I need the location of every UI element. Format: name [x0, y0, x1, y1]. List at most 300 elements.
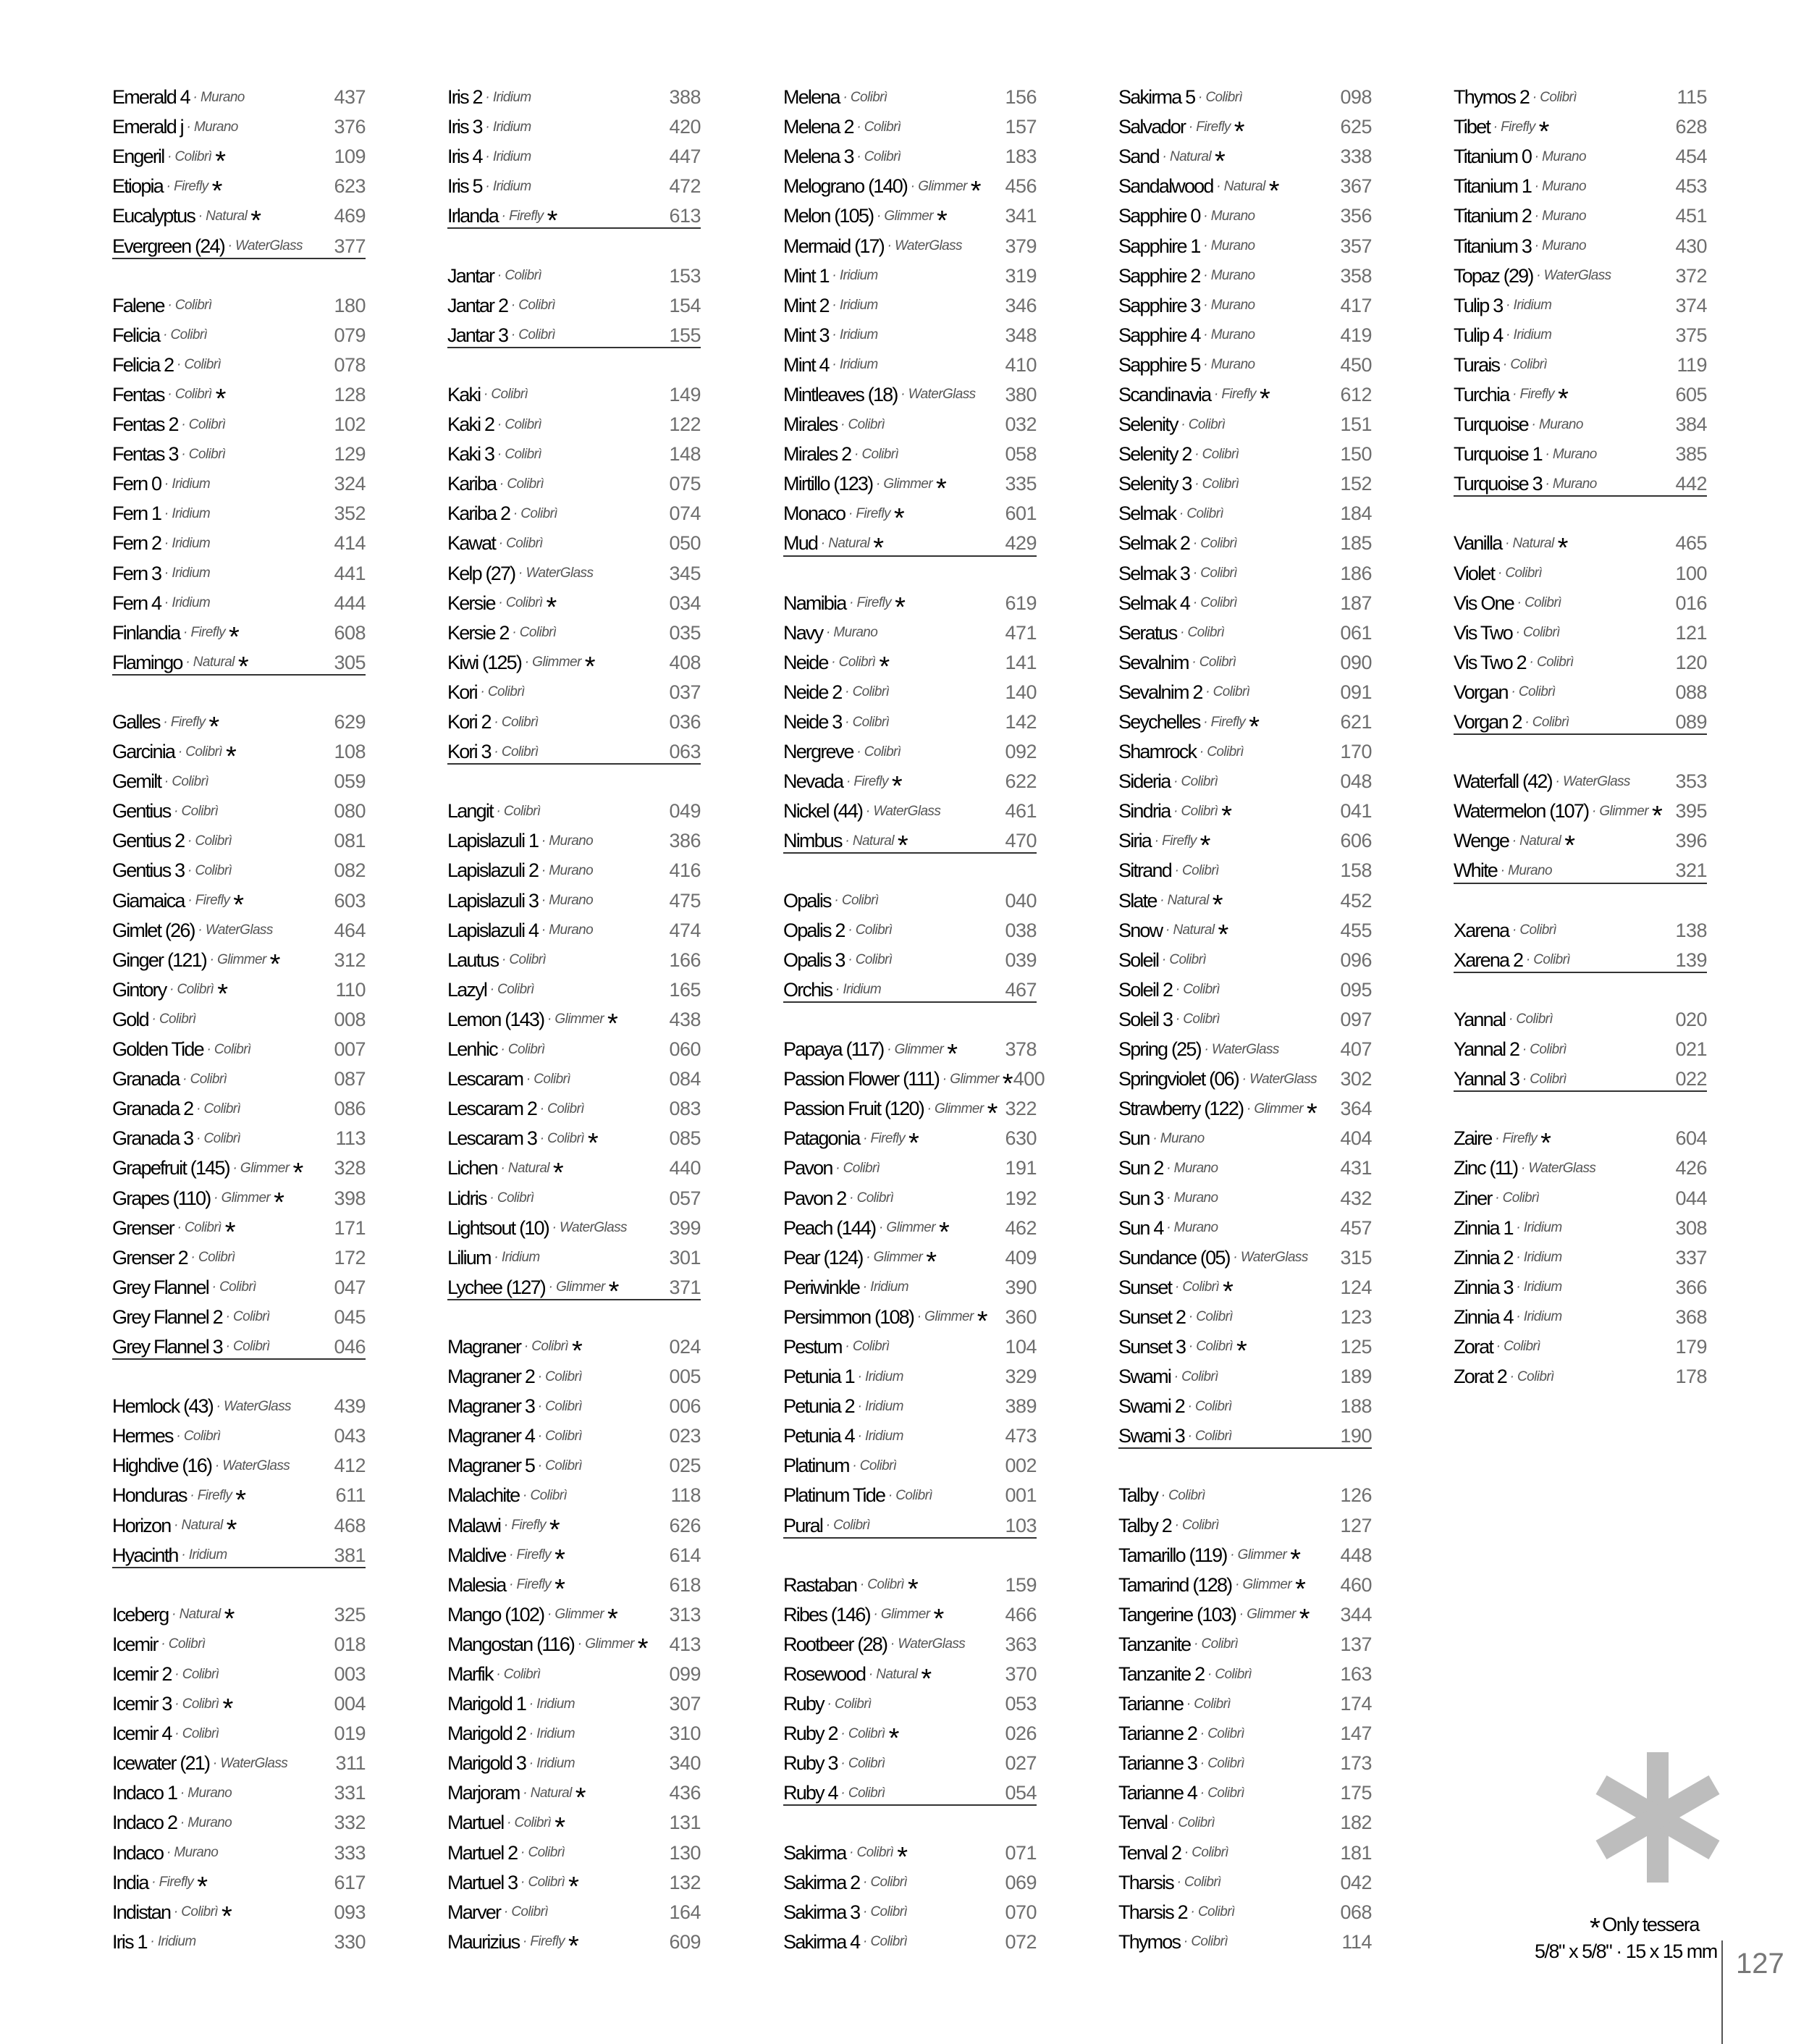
separator: ·	[1158, 148, 1170, 164]
list-item	[112, 1749, 366, 1778]
list-item	[447, 946, 701, 975]
color-name: Selmak 2	[1118, 532, 1190, 555]
list-item	[447, 1005, 701, 1040]
series-name: Natural	[179, 1607, 221, 1623]
legend-only-tessera	[1590, 1907, 1699, 1943]
star-icon: *	[936, 473, 947, 504]
color-name: Malawi	[447, 1514, 501, 1536]
series-name: Firefly	[870, 1130, 906, 1146]
section-divider	[447, 767, 701, 796]
separator: ·	[1172, 982, 1184, 998]
list-item	[1118, 112, 1372, 147]
series-name: Colibrì	[1532, 714, 1569, 730]
series-name: WaterGlass	[1240, 1250, 1308, 1266]
series-name: Colibrì	[503, 803, 541, 819]
list-item	[1454, 410, 1707, 439]
separator: ·	[212, 1398, 224, 1414]
color-code: 311	[335, 1752, 366, 1775]
color-code: 328	[334, 1157, 366, 1179]
star-icon: *	[269, 949, 281, 980]
star-icon: *	[1199, 830, 1211, 861]
color-name: Gold	[112, 1008, 148, 1030]
separator: ·	[1541, 446, 1553, 462]
list-item	[447, 1511, 701, 1546]
separator: ·	[222, 1309, 233, 1325]
list-item	[112, 410, 366, 439]
separator: ·	[1512, 1220, 1524, 1236]
color-name: Sunset 2	[1118, 1305, 1186, 1328]
separator: ·	[1156, 893, 1168, 909]
color-code: 170	[1340, 741, 1372, 763]
star-icon: *	[1223, 1277, 1234, 1308]
color-code: 468	[334, 1514, 366, 1536]
color-code: 630	[1005, 1127, 1037, 1150]
list-item	[1118, 142, 1372, 177]
separator: ·	[203, 1041, 214, 1057]
separator: ·	[536, 1130, 548, 1146]
list-item	[1454, 112, 1707, 147]
list-item	[783, 1511, 1037, 1541]
color-code: 171	[334, 1216, 366, 1239]
color-name: Granada 2	[112, 1098, 193, 1120]
series-name: Colibrì	[168, 1636, 206, 1652]
separator: ·	[500, 1904, 512, 1920]
separator: ·	[1511, 625, 1524, 641]
list-item	[112, 589, 366, 618]
color-name: Magraner 4	[447, 1425, 535, 1447]
series-name: Iridium	[839, 357, 878, 373]
separator: ·	[839, 89, 851, 105]
color-code: 363	[1005, 1633, 1037, 1655]
list-item	[112, 1541, 366, 1570]
list-item	[447, 1749, 701, 1778]
series-name: Colibrì	[195, 833, 232, 849]
color-code: 034	[669, 592, 701, 614]
series-name: Colibrì	[497, 982, 534, 998]
series-name: Colibrì	[190, 1071, 227, 1087]
series-name: Colibrì	[545, 1368, 582, 1384]
series-name: Firefly	[511, 1518, 546, 1534]
color-name: Wenge	[1454, 830, 1509, 852]
list-item	[783, 1481, 1037, 1510]
color-code: 357	[1340, 235, 1372, 257]
color-code: 470	[1005, 830, 1037, 852]
color-name: Seratus	[1118, 621, 1177, 644]
separator: ·	[1191, 446, 1202, 462]
star-icon: *	[575, 1782, 586, 1813]
list-item	[112, 559, 366, 589]
legend-text: Only tessera	[1602, 1914, 1699, 1935]
series-name: Colibrì	[170, 327, 208, 343]
list-item	[112, 1630, 366, 1660]
star-icon: *	[224, 1217, 236, 1248]
color-name: Zinc (11)	[1454, 1157, 1518, 1179]
color-code: 319	[1005, 264, 1037, 287]
separator: ·	[1197, 1755, 1208, 1771]
list-item	[112, 946, 366, 980]
color-code: 358	[1340, 264, 1372, 287]
star-icon: *	[233, 890, 245, 921]
list-item	[783, 1927, 1037, 1957]
separator: ·	[887, 1636, 898, 1652]
color-name: Snow	[1118, 919, 1163, 941]
page-divider	[1721, 1940, 1723, 2044]
separator: ·	[497, 208, 510, 224]
list-item	[1454, 826, 1707, 861]
color-code: 119	[1677, 353, 1707, 376]
color-code: 075	[669, 473, 701, 495]
color-code: 625	[1340, 116, 1372, 138]
series-name: Firefly	[516, 1577, 552, 1593]
color-code: 444	[334, 592, 366, 614]
series-name: Colibrì	[505, 416, 542, 432]
list-item	[447, 291, 701, 321]
star-icon: *	[936, 205, 948, 236]
series-name: Natural	[181, 1518, 223, 1534]
list-item	[447, 1124, 701, 1158]
series-name: Murano	[1160, 1130, 1205, 1146]
color-name: Honduras	[112, 1484, 187, 1507]
list-item	[447, 1451, 701, 1481]
separator: ·	[1190, 1636, 1202, 1652]
series-name: Glimmer	[950, 1071, 999, 1087]
list-item	[1118, 886, 1372, 921]
color-name: Nergreve	[783, 741, 853, 763]
star-icon: *	[897, 1842, 908, 1873]
color-code: 109	[334, 146, 366, 168]
color-name: Tharsis	[1118, 1871, 1173, 1893]
color-code: 181	[1340, 1841, 1372, 1864]
color-name: Rastaban	[783, 1573, 857, 1596]
list-item	[447, 469, 701, 499]
series-name: Murano	[187, 1785, 232, 1801]
series-name: Colibrì	[1169, 952, 1207, 968]
series-name: Natural	[507, 1160, 549, 1176]
separator: ·	[883, 1041, 895, 1057]
series-name: Colibrì	[1168, 1487, 1205, 1503]
color-name: Tharsis 2	[1118, 1901, 1187, 1923]
color-name: Petunia 2	[783, 1395, 854, 1418]
series-name: Colibrì	[1186, 505, 1224, 521]
list-item	[447, 707, 701, 737]
list-item	[783, 1124, 1037, 1158]
color-name: Magraner 2	[447, 1366, 535, 1388]
color-code: 432	[1340, 1187, 1372, 1209]
list-item	[1118, 380, 1372, 415]
color-code: 474	[669, 919, 701, 941]
list-item	[783, 112, 1037, 142]
color-code: 307	[669, 1693, 701, 1715]
series-name: Colibrì	[203, 1101, 241, 1116]
separator: ·	[859, 1934, 871, 1950]
separator: ·	[883, 238, 895, 254]
color-code: 313	[669, 1603, 701, 1625]
series-name: Iridium	[188, 1547, 227, 1563]
separator: ·	[1507, 684, 1519, 700]
color-code: 174	[1340, 1693, 1372, 1715]
separator: ·	[1171, 1518, 1183, 1534]
list-item	[447, 1035, 701, 1064]
star-icon: *	[1651, 800, 1663, 831]
separator: ·	[164, 387, 175, 403]
series-name: Iridium	[839, 298, 878, 314]
list-item	[1454, 796, 1707, 831]
list-item	[447, 975, 701, 1005]
separator: ·	[853, 119, 864, 135]
separator: ·	[1243, 1101, 1255, 1116]
color-code: 110	[335, 978, 366, 1001]
star-icon: *	[1234, 116, 1245, 147]
separator: ·	[1170, 803, 1181, 819]
separator: ·	[1181, 1845, 1192, 1861]
color-name: Zinnia 4	[1454, 1305, 1513, 1328]
star-icon: *	[571, 1336, 583, 1367]
separator: ·	[519, 1934, 531, 1950]
series-name: Natural	[1169, 148, 1212, 164]
list-item	[447, 856, 701, 886]
color-name: Pural	[783, 1514, 823, 1536]
color-name: Fern 3	[112, 562, 161, 584]
color-code: 305	[334, 651, 366, 673]
color-code: 123	[1340, 1305, 1372, 1328]
series-name: Colibrì	[848, 1785, 885, 1801]
series-name: Colibrì	[1196, 1339, 1233, 1355]
separator: ·	[194, 922, 206, 938]
list-item	[1118, 1005, 1372, 1035]
color-code: 057	[669, 1187, 701, 1209]
list-item	[447, 618, 701, 648]
color-code: 059	[334, 770, 366, 793]
color-name: Sitrand	[1118, 859, 1171, 882]
separator: ·	[171, 1725, 182, 1741]
color-code: 163	[1340, 1663, 1372, 1686]
color-name: Tanzanite 2	[1118, 1663, 1205, 1686]
series-name: Colibrì	[870, 1875, 908, 1891]
separator: ·	[534, 1368, 546, 1384]
color-code: 084	[669, 1068, 701, 1090]
color-code: 078	[334, 353, 366, 376]
series-name: Colibrì	[852, 714, 890, 730]
color-code: 312	[334, 949, 366, 971]
list-item	[1118, 1332, 1372, 1367]
star-icon: *	[893, 502, 905, 534]
color-name: Kelp (27)	[447, 562, 515, 584]
list-item	[112, 231, 366, 261]
color-code: 467	[1005, 978, 1037, 1001]
color-name: Giamaica	[112, 889, 185, 912]
color-name: Sun 4	[1118, 1216, 1163, 1239]
color-name: Kersie 2	[447, 621, 509, 644]
color-code: 054	[1005, 1782, 1037, 1804]
color-name: Sevalnim 2	[1118, 681, 1202, 703]
series-name: Colibrì	[1207, 1725, 1244, 1741]
list-item	[1118, 201, 1372, 231]
separator: ·	[859, 1904, 871, 1920]
color-name: Sapphire 1	[1118, 235, 1200, 257]
color-code: 061	[1340, 621, 1372, 644]
separator: ·	[168, 1607, 180, 1623]
list-item	[112, 469, 366, 499]
series-name: Murano	[1542, 238, 1586, 254]
separator: ·	[182, 655, 193, 670]
series-name: Colibrì	[487, 684, 525, 700]
star-icon: *	[888, 1723, 900, 1754]
color-name: Iceberg	[112, 1603, 169, 1625]
color-code: 126	[1340, 1484, 1372, 1507]
color-name: Yannal 2	[1454, 1038, 1519, 1061]
list-item	[783, 380, 1037, 410]
series-name: Murano	[1210, 298, 1255, 314]
separator: ·	[1499, 357, 1511, 373]
series-name: Colibrì	[1200, 595, 1237, 611]
series-name: WaterGlass	[895, 238, 962, 254]
star-icon: *	[908, 1574, 919, 1605]
separator: ·	[1229, 1250, 1241, 1266]
separator: ·	[523, 1071, 534, 1087]
separator: ·	[1162, 922, 1173, 938]
series-name: Colibrì	[848, 1755, 885, 1771]
series-name: Murano	[200, 89, 245, 105]
series-name: Firefly	[1210, 714, 1246, 730]
separator: ·	[182, 119, 194, 135]
color-name: Selenity	[1118, 413, 1178, 436]
series-name: Firefly	[159, 1875, 194, 1891]
color-code: 032	[1005, 413, 1037, 436]
separator: ·	[157, 1636, 169, 1652]
series-name: Colibrì	[518, 298, 555, 314]
separator: ·	[172, 1428, 184, 1444]
list-item	[112, 291, 366, 321]
separator: ·	[481, 178, 493, 194]
series-name: Colibrì	[1207, 744, 1244, 760]
list-item	[112, 350, 366, 380]
separator: ·	[170, 1904, 182, 1920]
list-item	[1118, 1689, 1372, 1719]
color-name: Kariba 2	[447, 502, 510, 525]
color-name: Neide 3	[783, 711, 842, 733]
color-name: Kiwi (125)	[447, 651, 522, 673]
star-icon: *	[222, 1693, 234, 1724]
color-code: 003	[334, 1663, 366, 1686]
color-code: 417	[1340, 294, 1372, 316]
separator: ·	[873, 208, 885, 224]
color-name: Opalis 2	[783, 919, 845, 941]
series-name: WaterGlass	[1528, 1160, 1596, 1176]
color-code: 626	[669, 1514, 701, 1536]
list-item	[112, 142, 366, 177]
color-code: 622	[1005, 770, 1037, 793]
list-item	[112, 172, 366, 206]
list-item	[1454, 83, 1707, 112]
series-name: Colibrì	[1192, 1845, 1228, 1861]
separator: ·	[914, 1309, 925, 1325]
separator: ·	[1517, 1160, 1529, 1176]
list-item	[112, 1927, 366, 1957]
list-item	[112, 1808, 366, 1838]
color-name: Thymos	[1118, 1930, 1181, 1953]
series-name: Colibrì	[1205, 89, 1243, 105]
list-item	[1118, 291, 1372, 321]
list-item	[447, 499, 701, 529]
separator: ·	[494, 268, 505, 284]
separator: ·	[1226, 1547, 1238, 1563]
color-name: Gentius	[112, 800, 171, 823]
separator: ·	[494, 446, 505, 462]
color-name: Emerald j	[112, 116, 183, 138]
series-name: Colibrì	[507, 476, 544, 492]
color-code: 139	[1675, 949, 1707, 971]
color-name: Grenser 2	[112, 1246, 187, 1269]
separator: ·	[869, 1607, 881, 1623]
list-item	[783, 767, 1037, 802]
color-code: 447	[669, 146, 701, 168]
separator: ·	[173, 357, 185, 373]
column-3	[783, 83, 1045, 1957]
separator: ·	[520, 1339, 532, 1355]
separator: ·	[828, 357, 840, 373]
separator: ·	[830, 893, 842, 909]
color-code: 453	[1675, 175, 1707, 198]
star-icon: *	[221, 1901, 232, 1932]
separator: ·	[1512, 1309, 1524, 1325]
series-name: Iridium	[839, 268, 878, 284]
separator: ·	[510, 505, 521, 521]
list-item	[447, 380, 701, 410]
separator: ·	[505, 1577, 517, 1593]
list-item	[112, 648, 366, 683]
color-name: Lichen	[447, 1157, 497, 1179]
color-name: Mud	[783, 532, 818, 555]
star-icon: *	[947, 1038, 958, 1069]
list-item	[447, 826, 701, 856]
legend-size: 5/8" x 5/8" · 15 x 15 mm	[1535, 1940, 1717, 1962]
series-name: Natural	[1519, 833, 1561, 849]
list-item	[783, 1035, 1037, 1069]
separator: ·	[496, 476, 507, 492]
series-name: WaterGlass	[526, 565, 594, 581]
color-name: Zinnia 3	[1454, 1276, 1513, 1298]
series-name: Glimmer	[1237, 1547, 1287, 1563]
separator: ·	[526, 1696, 537, 1712]
series-name: Colibrì	[497, 1190, 534, 1206]
color-name: Fern 0	[112, 473, 161, 495]
separator: ·	[497, 1160, 508, 1176]
series-name: Iridium	[843, 982, 882, 998]
separator: ·	[161, 476, 172, 492]
series-name: Glimmer	[1247, 1607, 1296, 1623]
list-item	[1454, 1273, 1707, 1303]
color-name: Gentius 2	[112, 830, 185, 852]
list-item	[112, 380, 366, 415]
color-code: 396	[1675, 830, 1707, 852]
color-code: 048	[1340, 770, 1372, 793]
color-code: 147	[1340, 1723, 1372, 1745]
series-name: Colibrì	[1516, 1012, 1553, 1027]
list-item	[783, 648, 1037, 683]
color-code: 613	[669, 205, 701, 227]
separator: ·	[189, 89, 201, 105]
separator: ·	[1204, 1666, 1215, 1682]
color-code: 455	[1340, 919, 1372, 941]
asterisk-icon	[1585, 1745, 1730, 1890]
list-item	[112, 796, 366, 826]
separator: ·	[177, 446, 189, 462]
series-name: Iridium	[172, 565, 211, 581]
color-name: Indistan	[112, 1901, 171, 1923]
list-item	[447, 439, 701, 469]
separator: ·	[515, 565, 526, 581]
color-name: Melena 3	[783, 146, 853, 168]
